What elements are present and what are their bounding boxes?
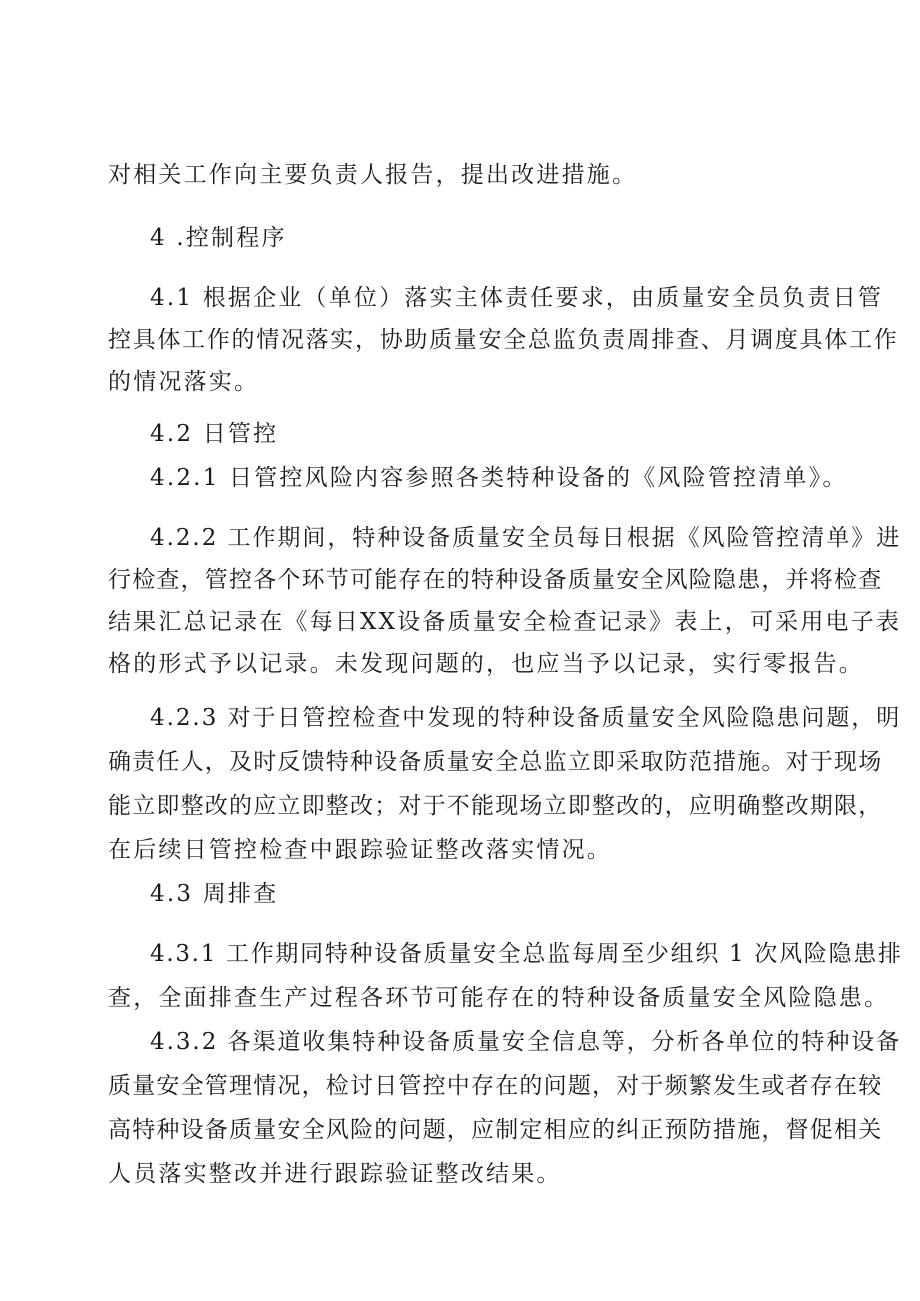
text-line-continuation: 对相关工作向主要负责人报告，提出改进措施。 [108, 162, 638, 188]
paragraph-4-3-2-line-2: 质量安全管理情况，检讨日管控中存在的问题，对于频繁发生或者存在较 [108, 1073, 883, 1099]
section-heading-4-3: 4.3 周排查 [150, 881, 279, 907]
section-heading-4: 4 .控制程序 [150, 225, 287, 251]
paragraph-4-3-1-line-1: 4.3.1 工作期同特种设备质量安全总监每周至少组织 1 次风险隐患排 [150, 941, 903, 967]
paragraph-4-2-2-line-2: 行检查，管控各个环节可能存在的特种设备质量安全风险隐患，并将检查 [108, 567, 883, 593]
paragraph-4-2-3-line-4: 在后续日管控检查中跟踪验证整改落实情况。 [108, 837, 612, 863]
paragraph-4-2-3-line-2: 确责任人，及时反馈特种设备质量安全总监立即采取防范措施。对于现场 [108, 749, 883, 775]
section-heading-4-2: 4.2 日管控 [150, 421, 279, 447]
paragraph-4-2-2-line-3: 结果汇总记录在《每日XX设备质量安全检查记录》表上，可采用电子表 [108, 609, 902, 635]
paragraph-4-2-3-line-3: 能立即整改的应立即整改；对于不能现场立即整改的，应明确整改期限， [108, 793, 883, 819]
paragraph-4-3-2-line-4: 人员落实整改并进行跟踪验证整改结果。 [108, 1161, 562, 1187]
paragraph-4-3-2-line-1: 4.3.2 各渠道收集特种设备质量安全信息等，分析各单位的特种设备 [150, 1029, 902, 1055]
paragraph-4-1-line-3: 的情况落实。 [108, 369, 260, 395]
paragraph-4-2-2-line-4: 格的形式予以记录。未发现问题的，也应当予以记录，实行零报告。 [108, 651, 864, 677]
paragraph-4-2-2-line-1: 4.2.2 工作期间，特种设备质量安全员每日根据《风险管控清单》进 [150, 525, 902, 551]
paragraph-4-2-3-line-1: 4.2.3 对于日管控检查中发现的特种设备质量安全风险隐患问题，明 [150, 705, 902, 731]
paragraph-4-3-1-line-2: 查，全面排查生产过程各环节可能存在的特种设备质量安全风险隐患。 [108, 985, 890, 1011]
paragraph-4-1-line-2: 控具体工作的情况落实，协助质量安全总监负责周排查、月调度具体工作 [108, 327, 899, 353]
paragraph-4-2-1: 4.2.1 日管控风险内容参照各类特种设备的《风险管控清单》。 [150, 465, 848, 491]
paragraph-4-1-line-1: 4.1 根据企业（单位）落实主体责任要求，由质量安全员负责日管 [150, 285, 884, 311]
paragraph-4-3-2-line-3: 高特种设备质量安全风险的问题，应制定相应的纠正预防措施，督促相关 [108, 1117, 883, 1143]
